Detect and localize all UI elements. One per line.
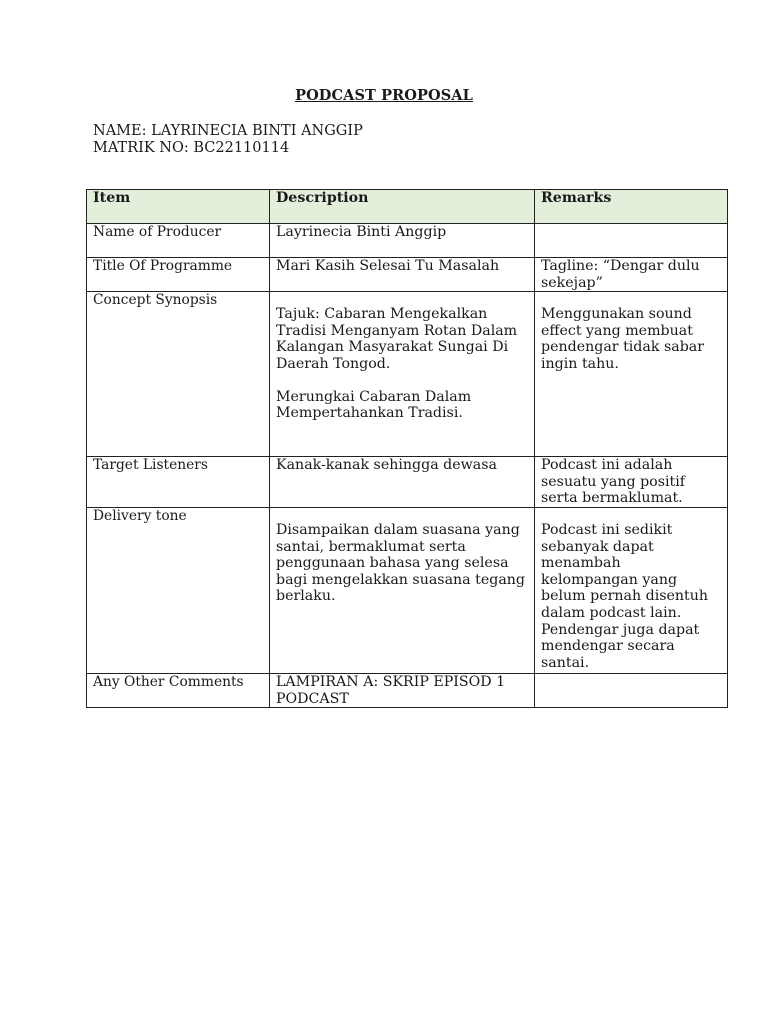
row-remarks-programme: Tagline: “Dengar dulu sekejap” (535, 258, 728, 292)
header-description: Description (270, 190, 535, 224)
row-remarks-delivery (535, 507, 728, 673)
row-item-delivery: Delivery tone (87, 507, 270, 673)
row-item-programme: Title Of Programme (87, 258, 270, 292)
row-remarks-concept (535, 292, 728, 457)
table-row (87, 507, 728, 673)
table-row (87, 258, 728, 292)
concept-paragraph-1: Tajuk: Cabaran Mengekalkan Tradisi Menganyam Rotan Dalam Kalangan Masyarakat Sungai Di Daerah Tongod. (276, 306, 518, 372)
table-row (87, 673, 728, 707)
row-description-other: LAMPIRAN A: SKRIP EPISOD 1 PODCAST (270, 673, 535, 707)
row-remarks-target: Podcast ini adalah sesuatu yang positif serta bermaklumat. (535, 457, 728, 508)
table-row (87, 292, 728, 457)
row-description-target: Kanak-kanak sehingga dewasa (270, 457, 535, 508)
row-remarks-producer (535, 224, 728, 258)
row-remarks-other (535, 673, 728, 707)
row-description-delivery (270, 507, 535, 673)
proposal-table (86, 189, 728, 708)
table-row (87, 457, 728, 508)
row-description-concept (270, 292, 535, 457)
row-item-concept: Concept Synopsis (87, 292, 270, 457)
table-header-row (87, 190, 728, 224)
page-title: PODCAST PROPOSAL (295, 87, 473, 104)
row-item-target: Target Listeners (87, 457, 270, 508)
header-remarks: Remarks (535, 190, 728, 224)
concept-paragraph-2: Merungkai Cabaran Dalam Mempertahankan Tradisi. (276, 388, 472, 422)
delivery-remarks-text: Podcast ini sedikit sebanyak dapat menambah kelompangan yang belum pernah disentuh dalam podcast lain. Pendengar juga dapat mendengar secara santai. (541, 521, 709, 671)
row-description-programme: Mari Kasih Selesai Tu Masalah (270, 258, 535, 292)
delivery-description-text: Disampaikan dalam suasana yang santai, bermaklumat serta penggunaan bahasa yang selesa bagi mengelakkan suasana tegang berlaku. (276, 521, 526, 605)
row-item-producer: Name of Producer (87, 224, 270, 258)
student-info (93, 123, 363, 157)
student-matrik-number: MATRIK NO: BC22110114 (93, 140, 290, 156)
row-item-other: Any Other Comments (87, 673, 270, 707)
row-description-producer: Layrinecia Binti Anggip (270, 224, 535, 258)
student-name: NAME: LAYRINECIA BINTI ANGGIP (93, 123, 363, 139)
table-row (87, 224, 728, 258)
concept-remarks-text: Menggunakan sound effect yang membuat pendengar tidak sabar ingin tahu. (541, 306, 705, 372)
header-item: Item (87, 190, 270, 224)
